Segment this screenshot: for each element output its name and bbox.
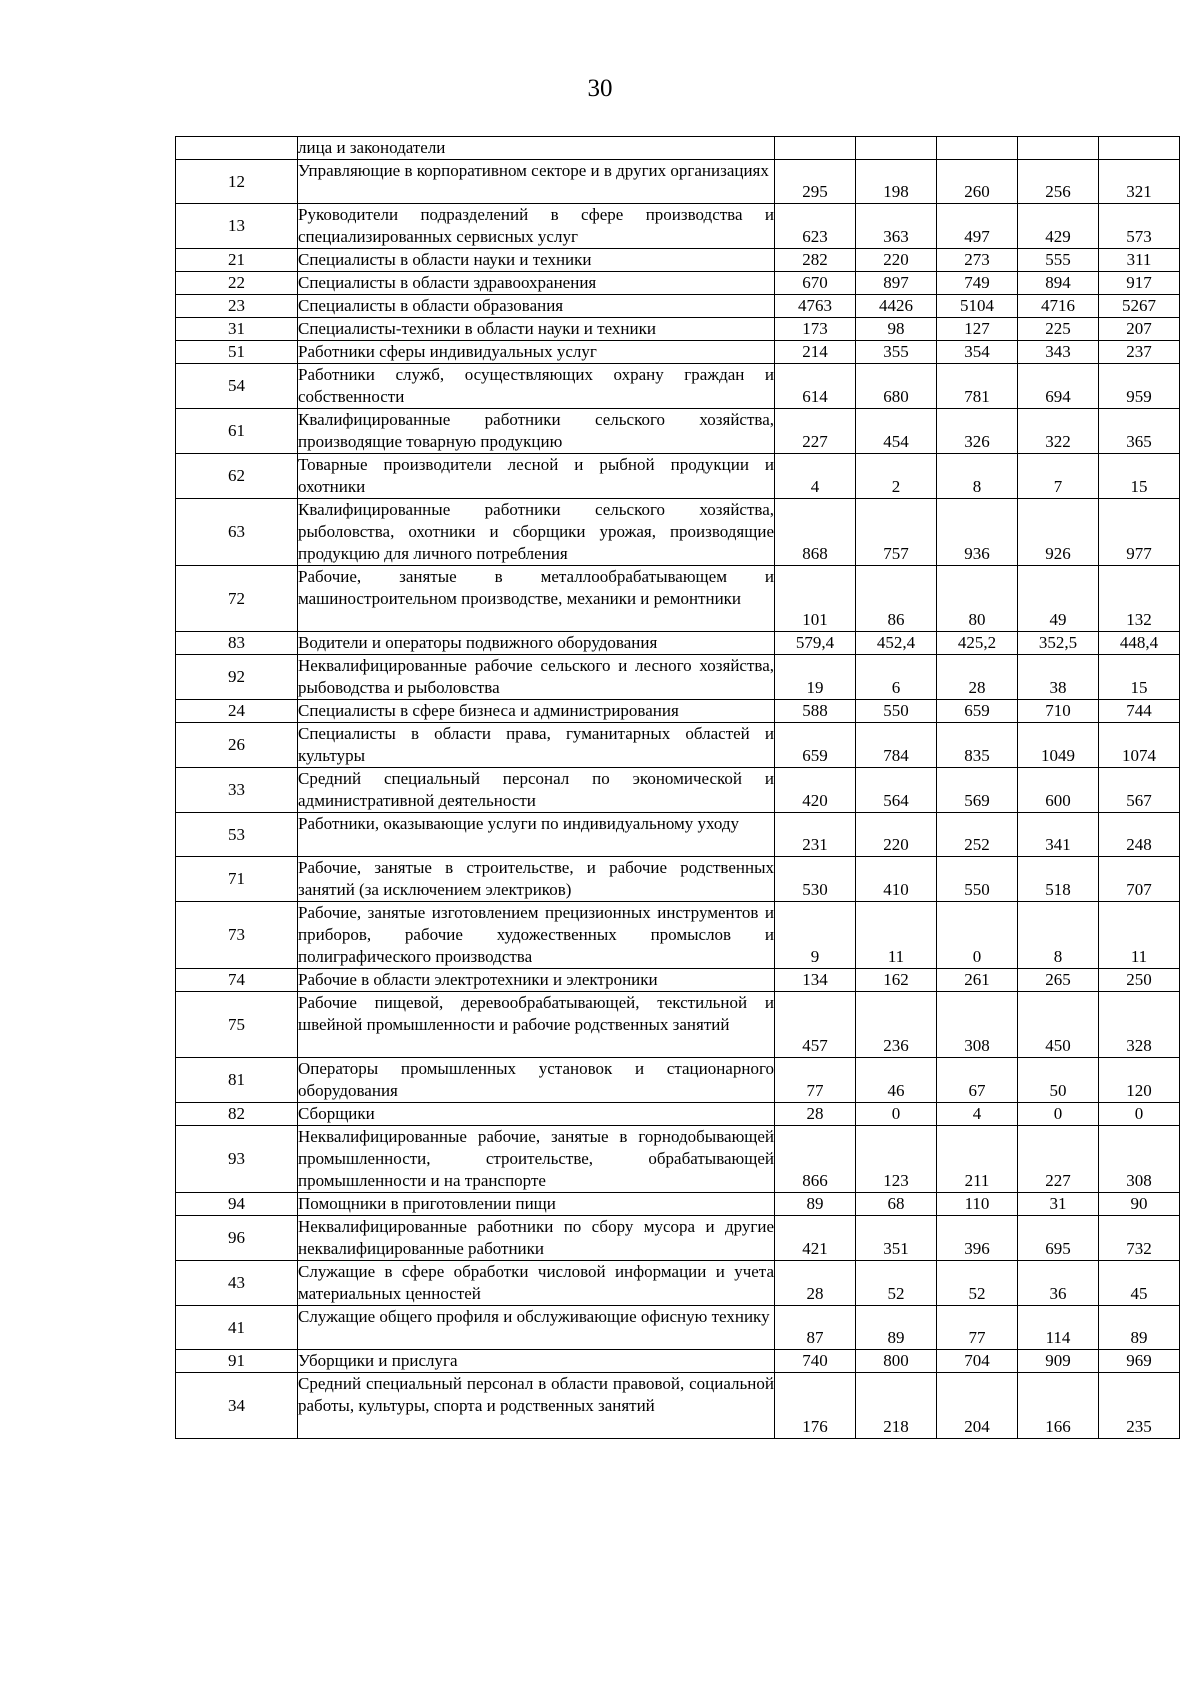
value-cell-2: 198 (856, 160, 937, 204)
occupation-name-cell: Рабочие пищевой, деревообрабатывающей, текстильной и швейной промышленности и рабочие родственных занятий (298, 992, 775, 1058)
value-cell-3: 273 (937, 249, 1018, 272)
value-cell-3: 77 (937, 1306, 1018, 1350)
value-cell-4: 50 (1018, 1058, 1099, 1103)
value-cell-4: 694 (1018, 364, 1099, 409)
value-cell-1: 659 (775, 723, 856, 768)
table-row (176, 1306, 1180, 1350)
value-cell-3: 127 (937, 318, 1018, 341)
occupation-name-cell: Служащие общего профиля и обслуживающие офисную технику (298, 1306, 775, 1350)
table-row (176, 566, 1180, 632)
value-cell-4: 0 (1018, 1103, 1099, 1126)
value-cell-2: 4426 (856, 295, 937, 318)
occupation-code-cell: 61 (176, 409, 298, 454)
value-cell-3: 5104 (937, 295, 1018, 318)
table-row (176, 1193, 1180, 1216)
value-cell-3: 0 (937, 902, 1018, 969)
value-cell-4: 341 (1018, 813, 1099, 857)
value-cell-5: 308 (1099, 1126, 1180, 1193)
table-row (176, 137, 1180, 160)
value-cell-3: 835 (937, 723, 1018, 768)
occupation-code-cell: 21 (176, 249, 298, 272)
occupation-code-cell: 43 (176, 1261, 298, 1306)
table-row (176, 902, 1180, 969)
value-cell-1: 670 (775, 272, 856, 295)
value-cell-5: 132 (1099, 566, 1180, 632)
page-number: 30 (587, 75, 613, 102)
occupation-name-cell: Средний специальный персонал в области правовой, социальной работы, культуры, спорта и родственных занятий (298, 1373, 775, 1439)
table-row (176, 295, 1180, 318)
occupation-name-cell: Водители и операторы подвижного оборудования (298, 632, 775, 655)
occupation-name-cell: Специалисты в области науки и техники (298, 249, 775, 272)
value-cell-2: 355 (856, 341, 937, 364)
value-cell-2: 2 (856, 454, 937, 499)
occupation-name-cell: Уборщики и прислуга (298, 1350, 775, 1373)
value-cell-1: 421 (775, 1216, 856, 1261)
occupation-code-cell: 63 (176, 499, 298, 566)
occupation-code-cell: 51 (176, 341, 298, 364)
value-cell-3: 4 (937, 1103, 1018, 1126)
value-cell-2: 454 (856, 409, 937, 454)
value-cell-5: 235 (1099, 1373, 1180, 1439)
value-cell-5: 237 (1099, 341, 1180, 364)
value-cell-4: 894 (1018, 272, 1099, 295)
value-cell-1: 227 (775, 409, 856, 454)
occupation-name-cell: Помощники в приготовлении пищи (298, 1193, 775, 1216)
value-cell-5: 15 (1099, 655, 1180, 700)
value-cell-5: 207 (1099, 318, 1180, 341)
value-cell-2: 680 (856, 364, 937, 409)
value-cell-1 (775, 137, 856, 160)
value-cell-1: 101 (775, 566, 856, 632)
value-cell-2: 236 (856, 992, 937, 1058)
value-cell-2: 11 (856, 902, 937, 969)
occupation-name-cell: Специалисты-техники в области науки и техники (298, 318, 775, 341)
value-cell-5: 448,4 (1099, 632, 1180, 655)
occupation-code-cell: 13 (176, 204, 298, 249)
table-row (176, 723, 1180, 768)
table-row (176, 655, 1180, 700)
value-cell-2: 123 (856, 1126, 937, 1193)
value-cell-5: 732 (1099, 1216, 1180, 1261)
occupation-name-cell: Неквалифицированные работники по сбору мусора и другие неквалифицированные работники (298, 1216, 775, 1261)
table-row (176, 409, 1180, 454)
table-row (176, 204, 1180, 249)
value-cell-4: 166 (1018, 1373, 1099, 1439)
occupation-code-cell: 93 (176, 1126, 298, 1193)
value-cell-3: 936 (937, 499, 1018, 566)
value-cell-5: 959 (1099, 364, 1180, 409)
value-cell-5: 567 (1099, 768, 1180, 813)
value-cell-4: 31 (1018, 1193, 1099, 1216)
value-cell-4: 114 (1018, 1306, 1099, 1350)
value-cell-1: 579,4 (775, 632, 856, 655)
value-cell-1: 176 (775, 1373, 856, 1439)
value-cell-5: 1074 (1099, 723, 1180, 768)
value-cell-2: 162 (856, 969, 937, 992)
value-cell-5: 5267 (1099, 295, 1180, 318)
value-cell-4: 322 (1018, 409, 1099, 454)
value-cell-4: 695 (1018, 1216, 1099, 1261)
value-cell-2: 98 (856, 318, 937, 341)
value-cell-2: 86 (856, 566, 937, 632)
table-row (176, 249, 1180, 272)
occupation-name-cell: Специалисты в области образования (298, 295, 775, 318)
value-cell-2: 363 (856, 204, 937, 249)
table-row (176, 499, 1180, 566)
value-cell-4: 225 (1018, 318, 1099, 341)
value-cell-3: 28 (937, 655, 1018, 700)
value-cell-1: 214 (775, 341, 856, 364)
value-cell-1: 740 (775, 1350, 856, 1373)
value-cell-1: 614 (775, 364, 856, 409)
occupation-code-cell: 82 (176, 1103, 298, 1126)
value-cell-5: 90 (1099, 1193, 1180, 1216)
value-cell-4: 429 (1018, 204, 1099, 249)
value-cell-5: 744 (1099, 700, 1180, 723)
value-cell-5: 707 (1099, 857, 1180, 902)
value-cell-2: 800 (856, 1350, 937, 1373)
occupation-name-cell: Рабочие в области электротехники и электроники (298, 969, 775, 992)
table-row (176, 318, 1180, 341)
value-cell-2: 89 (856, 1306, 937, 1350)
value-cell-3: 8 (937, 454, 1018, 499)
value-cell-3: 425,2 (937, 632, 1018, 655)
value-cell-4: 352,5 (1018, 632, 1099, 655)
value-cell-1: 28 (775, 1261, 856, 1306)
value-cell-1: 87 (775, 1306, 856, 1350)
occupation-name-cell: Работники служб, осуществляющих охрану граждан и собственности (298, 364, 775, 409)
occupation-name-cell: Рабочие, занятые в строительстве, и рабочие родственных занятий (за исключением электриков) (298, 857, 775, 902)
value-cell-1: 173 (775, 318, 856, 341)
value-cell-1: 588 (775, 700, 856, 723)
value-cell-4: 38 (1018, 655, 1099, 700)
value-cell-5: 89 (1099, 1306, 1180, 1350)
value-cell-2: 52 (856, 1261, 937, 1306)
occupation-name-cell: Квалифицированные работники сельского хозяйства, рыболовства, охотники и сборщики урожая, производящие продукцию для личного потребления (298, 499, 775, 566)
value-cell-5: 15 (1099, 454, 1180, 499)
occupation-name-cell: Неквалифицированные рабочие сельского и лесного хозяйства, рыбоводства и рыболовства (298, 655, 775, 700)
value-cell-1: 134 (775, 969, 856, 992)
value-cell-5: 11 (1099, 902, 1180, 969)
table-row (176, 1216, 1180, 1261)
value-cell-3: 396 (937, 1216, 1018, 1261)
occupation-name-cell: Специалисты в области здравоохранения (298, 272, 775, 295)
value-cell-4: 343 (1018, 341, 1099, 364)
value-cell-1: 4763 (775, 295, 856, 318)
table-row (176, 992, 1180, 1058)
value-cell-3: 211 (937, 1126, 1018, 1193)
value-cell-5 (1099, 137, 1180, 160)
table-row (176, 632, 1180, 655)
value-cell-5: 977 (1099, 499, 1180, 566)
occupation-code-cell: 71 (176, 857, 298, 902)
value-cell-3: 261 (937, 969, 1018, 992)
occupation-code-cell: 24 (176, 700, 298, 723)
value-cell-2: 410 (856, 857, 937, 902)
occupation-name-cell: Служащие в сфере обработки числовой информации и учета материальных ценностей (298, 1261, 775, 1306)
value-cell-2: 351 (856, 1216, 937, 1261)
value-cell-2: 220 (856, 249, 937, 272)
value-cell-5: 365 (1099, 409, 1180, 454)
value-cell-4: 8 (1018, 902, 1099, 969)
table-row (176, 1058, 1180, 1103)
table-row (176, 1103, 1180, 1126)
value-cell-2: 220 (856, 813, 937, 857)
occupation-name-cell: Операторы промышленных установок и стационарного оборудования (298, 1058, 775, 1103)
value-cell-3: 749 (937, 272, 1018, 295)
value-cell-3: 260 (937, 160, 1018, 204)
value-cell-4: 265 (1018, 969, 1099, 992)
value-cell-1: 231 (775, 813, 856, 857)
occupation-name-cell: Специалисты в области права, гуманитарных областей и культуры (298, 723, 775, 768)
value-cell-4: 1049 (1018, 723, 1099, 768)
value-cell-4: 49 (1018, 566, 1099, 632)
value-cell-1: 9 (775, 902, 856, 969)
value-cell-4: 926 (1018, 499, 1099, 566)
occupation-code-cell: 94 (176, 1193, 298, 1216)
value-cell-4: 7 (1018, 454, 1099, 499)
value-cell-5: 45 (1099, 1261, 1180, 1306)
occupation-code-cell: 33 (176, 768, 298, 813)
occupation-code-cell: 26 (176, 723, 298, 768)
occupation-name-cell: Рабочие, занятые изготовлением прецизионных инструментов и приборов, рабочие художественных промыслов и полиграфического производства (298, 902, 775, 969)
table-row (176, 272, 1180, 295)
value-cell-5: 120 (1099, 1058, 1180, 1103)
value-cell-4: 256 (1018, 160, 1099, 204)
occupation-code-cell: 73 (176, 902, 298, 969)
value-cell-5: 573 (1099, 204, 1180, 249)
value-cell-4: 909 (1018, 1350, 1099, 1373)
value-cell-2: 784 (856, 723, 937, 768)
table-row (176, 160, 1180, 204)
value-cell-4: 36 (1018, 1261, 1099, 1306)
value-cell-3: 659 (937, 700, 1018, 723)
value-cell-4: 450 (1018, 992, 1099, 1058)
value-cell-3: 308 (937, 992, 1018, 1058)
occupation-code-cell: 12 (176, 160, 298, 204)
value-cell-2: 6 (856, 655, 937, 700)
table-row (176, 1350, 1180, 1373)
occupation-code-cell: 34 (176, 1373, 298, 1439)
value-cell-4: 710 (1018, 700, 1099, 723)
occupation-name-cell: Товарные производители лесной и рыбной продукции и охотники (298, 454, 775, 499)
value-cell-1: 77 (775, 1058, 856, 1103)
value-cell-2: 218 (856, 1373, 937, 1439)
value-cell-2: 46 (856, 1058, 937, 1103)
value-cell-2: 0 (856, 1103, 937, 1126)
value-cell-5: 0 (1099, 1103, 1180, 1126)
value-cell-3: 80 (937, 566, 1018, 632)
table-row (176, 364, 1180, 409)
occupation-code-cell: 96 (176, 1216, 298, 1261)
value-cell-1: 866 (775, 1126, 856, 1193)
value-cell-1: 623 (775, 204, 856, 249)
value-cell-3: 354 (937, 341, 1018, 364)
occupation-code-cell: 74 (176, 969, 298, 992)
occupation-table (175, 136, 1180, 1439)
value-cell-3: 704 (937, 1350, 1018, 1373)
value-cell-1: 530 (775, 857, 856, 902)
occupation-code-cell: 81 (176, 1058, 298, 1103)
value-cell-5: 321 (1099, 160, 1180, 204)
value-cell-3: 52 (937, 1261, 1018, 1306)
value-cell-1: 282 (775, 249, 856, 272)
value-cell-3: 204 (937, 1373, 1018, 1439)
value-cell-2: 452,4 (856, 632, 937, 655)
occupation-code-cell: 23 (176, 295, 298, 318)
occupation-code-cell: 22 (176, 272, 298, 295)
occupation-name-cell: Неквалифицированные рабочие, занятые в горнодобывающей промышленности, строительстве, обрабатывающей промышленности и на транспорте (298, 1126, 775, 1193)
occupation-name-cell: Руководители подразделений в сфере производства и специализированных сервисных услуг (298, 204, 775, 249)
occupation-code-cell: 41 (176, 1306, 298, 1350)
table-row (176, 341, 1180, 364)
value-cell-2: 757 (856, 499, 937, 566)
value-cell-4: 518 (1018, 857, 1099, 902)
value-cell-2 (856, 137, 937, 160)
value-cell-4 (1018, 137, 1099, 160)
value-cell-3: 110 (937, 1193, 1018, 1216)
value-cell-2: 897 (856, 272, 937, 295)
table-row (176, 454, 1180, 499)
value-cell-4: 4716 (1018, 295, 1099, 318)
value-cell-1: 19 (775, 655, 856, 700)
table-row (176, 768, 1180, 813)
occupation-code-cell: 54 (176, 364, 298, 409)
value-cell-4: 555 (1018, 249, 1099, 272)
value-cell-4: 227 (1018, 1126, 1099, 1193)
value-cell-3 (937, 137, 1018, 160)
occupation-name-cell: Работники, оказывающие услуги по индивидуальному уходу (298, 813, 775, 857)
value-cell-2: 550 (856, 700, 937, 723)
occupation-name-cell: Специалисты в сфере бизнеса и администрирования (298, 700, 775, 723)
value-cell-1: 868 (775, 499, 856, 566)
value-cell-3: 497 (937, 204, 1018, 249)
value-cell-5: 969 (1099, 1350, 1180, 1373)
value-cell-5: 917 (1099, 272, 1180, 295)
occupation-code-cell: 83 (176, 632, 298, 655)
value-cell-5: 248 (1099, 813, 1180, 857)
value-cell-1: 89 (775, 1193, 856, 1216)
table-row (176, 700, 1180, 723)
occupation-name-cell: лица и законодатели (298, 137, 775, 160)
value-cell-1: 4 (775, 454, 856, 499)
value-cell-5: 311 (1099, 249, 1180, 272)
occupation-code-cell: 92 (176, 655, 298, 700)
value-cell-5: 328 (1099, 992, 1180, 1058)
occupation-code-cell (176, 137, 298, 160)
table-row (176, 1373, 1180, 1439)
occupation-code-cell: 53 (176, 813, 298, 857)
occupation-name-cell: Работники сферы индивидуальных услуг (298, 341, 775, 364)
occupation-name-cell: Управляющие в корпоративном секторе и в других организациях (298, 160, 775, 204)
value-cell-1: 420 (775, 768, 856, 813)
value-cell-3: 67 (937, 1058, 1018, 1103)
occupation-name-cell: Средний специальный персонал по экономической и административной деятельности (298, 768, 775, 813)
value-cell-1: 28 (775, 1103, 856, 1126)
value-cell-3: 569 (937, 768, 1018, 813)
table-row (176, 857, 1180, 902)
table-row (176, 813, 1180, 857)
value-cell-3: 550 (937, 857, 1018, 902)
value-cell-2: 564 (856, 768, 937, 813)
occupation-name-cell: Сборщики (298, 1103, 775, 1126)
value-cell-3: 326 (937, 409, 1018, 454)
occupation-name-cell: Рабочие, занятые в металлообрабатывающем и машиностроительном производстве, механики и ремонтники (298, 566, 775, 632)
value-cell-2: 68 (856, 1193, 937, 1216)
occupation-name-cell: Квалифицированные работники сельского хозяйства, производящие товарную продукцию (298, 409, 775, 454)
occupation-code-cell: 72 (176, 566, 298, 632)
value-cell-3: 781 (937, 364, 1018, 409)
occupation-code-cell: 31 (176, 318, 298, 341)
occupation-code-cell: 62 (176, 454, 298, 499)
value-cell-4: 600 (1018, 768, 1099, 813)
value-cell-1: 295 (775, 160, 856, 204)
value-cell-1: 457 (775, 992, 856, 1058)
occupation-code-cell: 75 (176, 992, 298, 1058)
table-row (176, 1261, 1180, 1306)
value-cell-3: 252 (937, 813, 1018, 857)
table-row (176, 1126, 1180, 1193)
value-cell-5: 250 (1099, 969, 1180, 992)
table-row (176, 969, 1180, 992)
occupation-code-cell: 91 (176, 1350, 298, 1373)
